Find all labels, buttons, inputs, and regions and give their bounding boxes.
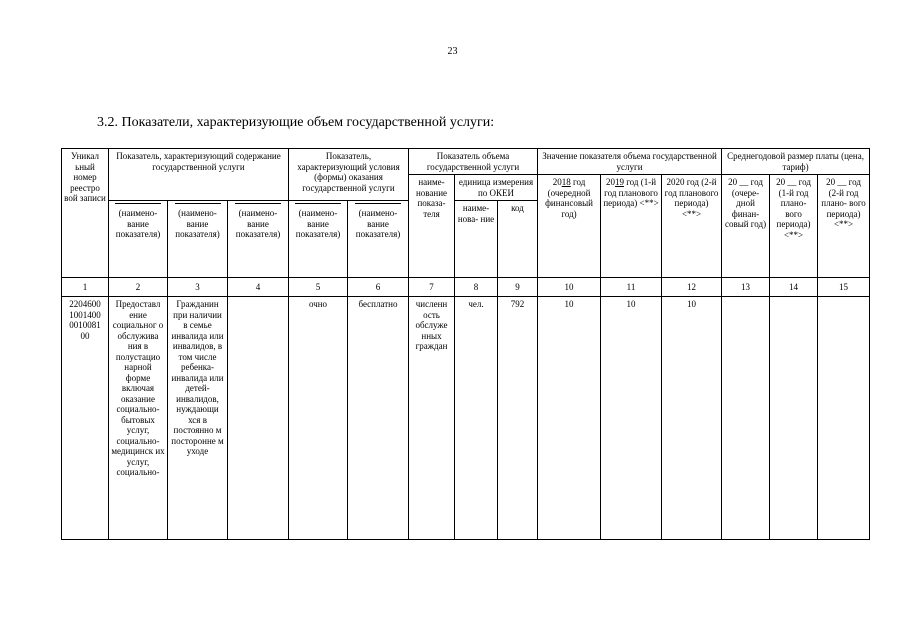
header-okei-name: наиме- нова- ние <box>455 201 498 278</box>
cell-service-content: Предоставл ение социальног о обслужива ния в полустацио нарной форме включая оказание социально- бытовых услуг, социально- медицинск их услуг, социально- <box>109 297 168 540</box>
cell-service-form: очно <box>289 297 348 540</box>
column-number: 15 <box>818 278 870 297</box>
column-number: 3 <box>168 278 228 297</box>
header-fee-current: 20 __ год (очере- дной финан- совый год) <box>722 175 770 278</box>
header-year-plan1: 2019 год (1-й год планового периода) <**> <box>601 175 662 278</box>
column-number: 2 <box>109 278 168 297</box>
header-volume-indicator: Показатель объема государственной услуги <box>409 149 538 175</box>
cell-fee-plan-year-1 <box>770 297 818 540</box>
column-number: 10 <box>538 278 601 297</box>
header-year-plan2: 2020 год (2-й год планового периода) <**> <box>662 175 722 278</box>
column-numbers-row <box>62 278 870 297</box>
column-number: 1 <box>62 278 109 297</box>
cell-indicator-3 <box>228 297 289 540</box>
header-content-indicator: Показатель, характеризующий содержание государственной услуги <box>109 149 289 201</box>
header-sub-indicator-1: (наимено- вание показателя) <box>109 201 168 278</box>
header-sub-indicator-3: (наимено- вание показателя) <box>228 201 289 278</box>
header-row-1 <box>62 149 870 175</box>
cell-unit-name: чел. <box>455 297 498 540</box>
header-fee-plan1: 20 __ год (1-й год плано- вого периода) <**> <box>770 175 818 278</box>
cell-registry-number: 2204600 1001400 0010081 00 <box>62 297 109 540</box>
header-unique-number: Уникал ьный номер реестро вой записи <box>62 149 109 278</box>
column-number: 6 <box>348 278 409 297</box>
column-number: 12 <box>662 278 722 297</box>
column-number: 11 <box>601 278 662 297</box>
volume-indicators-table <box>61 148 870 540</box>
section-title: 3.2. Показатели, характеризующие объем государственной услуги: <box>97 115 495 130</box>
cell-value-plan-year-1: 10 <box>601 297 662 540</box>
header-avg-fee: Среднегодовой размер платы (цена, тариф) <box>722 149 870 175</box>
header-volume-value: Значение показателя объема государственной услуги <box>538 149 722 175</box>
column-number: 8 <box>455 278 498 297</box>
header-fee-plan2: 20 __ год (2-й год плано- вого периода) <**> <box>818 175 870 278</box>
cell-value-plan-year-2: 10 <box>662 297 722 540</box>
header-sub-indicator-4: (наимено- вание показателя) <box>289 201 348 278</box>
column-number: 5 <box>289 278 348 297</box>
cell-fee-plan-year-2 <box>818 297 870 540</box>
header-sub-indicator-2: (наимено- вание показателя) <box>168 201 228 278</box>
cell-volume-indicator-name: численн ость обслуже нных граждан <box>409 297 455 540</box>
cell-payment-condition: бесплатно <box>348 297 409 540</box>
header-name-indicator: наиме- нование показа- теля <box>409 175 455 278</box>
cell-recipient-category: Гражданин при наличии в семье инвалида или инвалидов, в том числе ребенка- инвалида или детей- инвалидов, нуждающи хся в постоянно м посторонне м уходе <box>168 297 228 540</box>
page-number: 23 <box>447 46 458 57</box>
column-number: 13 <box>722 278 770 297</box>
column-number: 4 <box>228 278 289 297</box>
header-sub-indicator-5: (наимено- вание показателя) <box>348 201 409 278</box>
header-conditions-indicator: Показатель, характеризующий условия (формы) оказания государственной услуги <box>289 149 409 201</box>
cell-fee-current-year <box>722 297 770 540</box>
table-row <box>62 297 870 540</box>
cell-unit-code: 792 <box>498 297 538 540</box>
header-okei-code: код <box>498 201 538 278</box>
cell-value-current-year: 10 <box>538 297 601 540</box>
column-number: 14 <box>770 278 818 297</box>
header-okei-unit: единица измерения по ОКЕИ <box>455 175 538 201</box>
column-number: 9 <box>498 278 538 297</box>
header-year-current: 2018 год (очередной финансовый год) <box>538 175 601 278</box>
column-number: 7 <box>409 278 455 297</box>
